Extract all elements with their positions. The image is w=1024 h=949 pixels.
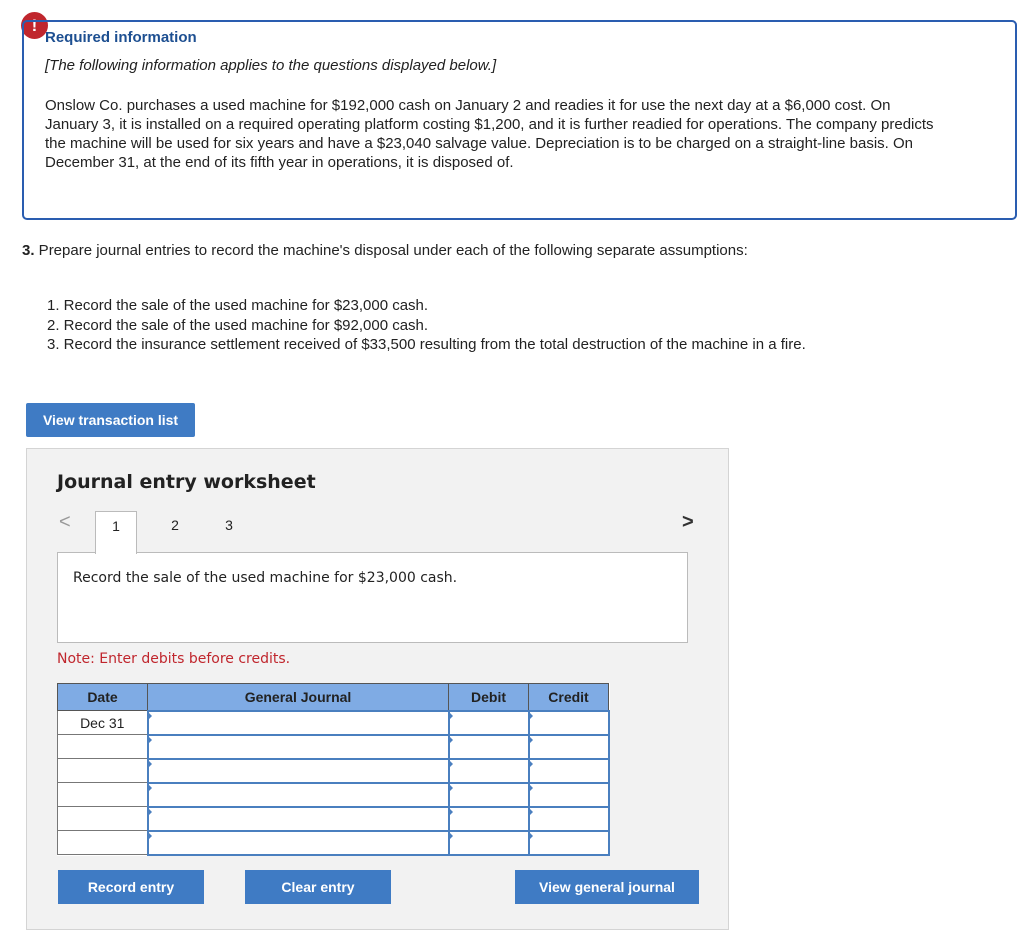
column-header-debit: Debit xyxy=(449,684,529,711)
debit-input[interactable] xyxy=(449,807,529,831)
date-cell xyxy=(58,807,148,831)
table-row xyxy=(58,807,609,831)
table-row xyxy=(58,711,609,735)
question-text xyxy=(22,242,748,259)
tab-3[interactable]: 3 xyxy=(225,517,233,533)
note-text: Note: Enter debits before credits. xyxy=(57,651,291,667)
chevron-right-icon[interactable]: > xyxy=(682,511,694,533)
table-row xyxy=(58,831,609,855)
clear-entry-button[interactable]: Clear entry xyxy=(245,870,391,904)
date-cell xyxy=(58,759,148,783)
date-cell xyxy=(58,783,148,807)
journal-entry-worksheet xyxy=(26,448,729,930)
alert-icon: ! xyxy=(21,12,48,39)
date-cell xyxy=(58,735,148,759)
account-input[interactable] xyxy=(148,807,449,831)
requirement-list xyxy=(47,296,806,355)
column-header-general-journal: General Journal xyxy=(148,684,449,711)
table-row xyxy=(58,735,609,759)
date-cell: Dec 31 xyxy=(58,711,148,735)
journal-table xyxy=(57,683,610,856)
credit-input[interactable] xyxy=(529,759,609,783)
requirement-item: 2. Record the sale of the used machine for $92,000 cash. xyxy=(47,316,429,334)
requirement-item: 3. Record the insurance settlement received of $33,500 resulting from the total destruction of the machine in a fire. xyxy=(47,336,806,353)
column-header-date: Date xyxy=(58,684,148,711)
account-input[interactable] xyxy=(148,711,449,735)
credit-input[interactable] xyxy=(529,783,609,807)
debit-input[interactable] xyxy=(449,759,529,783)
table-row xyxy=(58,783,609,807)
credit-input[interactable] xyxy=(529,735,609,759)
debit-input[interactable] xyxy=(449,711,529,735)
tab-1[interactable]: 1 xyxy=(95,511,137,554)
account-input[interactable] xyxy=(148,759,449,783)
info-subtitle: [The following information applies to the questions displayed below.] xyxy=(45,57,497,74)
credit-input[interactable] xyxy=(529,807,609,831)
account-input[interactable] xyxy=(148,783,449,807)
debit-input[interactable] xyxy=(449,735,529,759)
transaction-description-box xyxy=(57,552,688,643)
debit-input[interactable] xyxy=(449,831,529,855)
question-prompt: Prepare journal entries to record the machine's disposal under each of the following separate assumptions: xyxy=(34,242,748,259)
record-entry-button[interactable]: Record entry xyxy=(58,870,204,904)
view-transaction-list-button[interactable]: View transaction list xyxy=(26,403,195,437)
date-cell xyxy=(58,831,148,855)
tab-2[interactable]: 2 xyxy=(171,517,179,533)
info-title: Required information xyxy=(45,29,197,46)
credit-input[interactable] xyxy=(529,831,609,855)
debit-input[interactable] xyxy=(449,783,529,807)
chevron-left-icon[interactable]: < xyxy=(59,511,71,533)
view-general-journal-button[interactable]: View general journal xyxy=(515,870,699,904)
question-number: 3. xyxy=(22,242,35,259)
info-body: Onslow Co. purchases a used machine for $192,000 cash on January 2 and readies it for use the next day at a $6,000 cost. On January 3, it is installed on a required operating platform costing $1,200, and it is further readied for operations. The company predicts the machine will be used for six years and have a $23,040 salvage value. Depreciation is to be charged on a straight-line basis. On December 31, at the end of its fifth year in operations, it is disposed of. xyxy=(45,97,934,171)
account-input[interactable] xyxy=(148,831,449,855)
worksheet-title: Journal entry worksheet xyxy=(57,471,316,493)
column-header-credit: Credit xyxy=(529,684,609,711)
transaction-description: Record the sale of the used machine for $23,000 cash. xyxy=(73,570,458,586)
credit-input[interactable] xyxy=(529,711,609,735)
table-row xyxy=(58,759,609,783)
account-input[interactable] xyxy=(148,735,449,759)
requirement-item: 1. Record the sale of the used machine for $23,000 cash. xyxy=(47,297,429,314)
